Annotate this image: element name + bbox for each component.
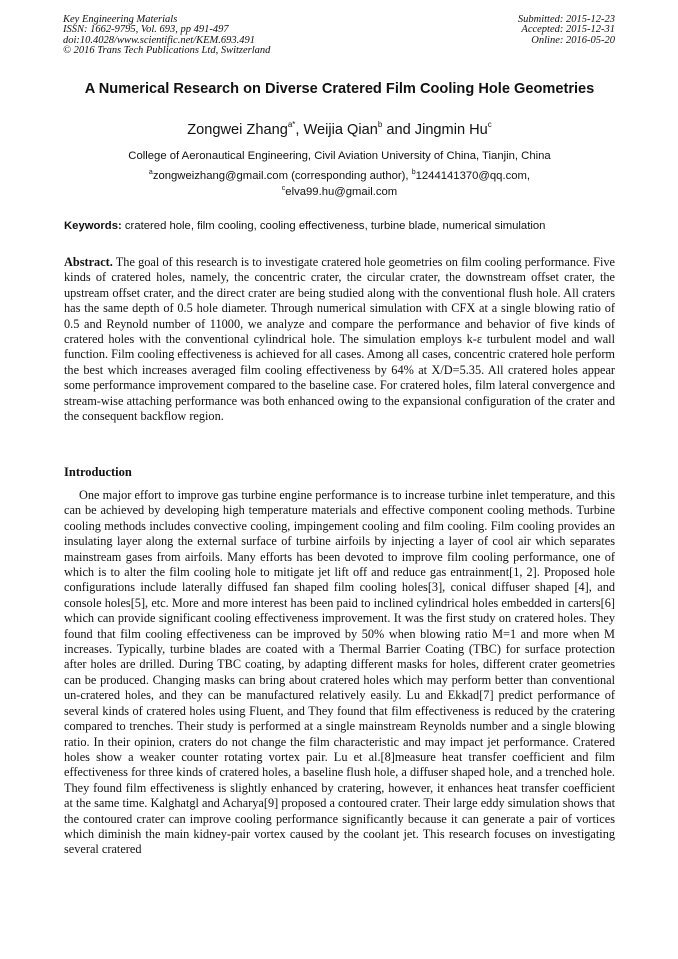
copyright-line: © 2016 Trans Tech Publications Ltd, Switzerland	[63, 45, 271, 57]
keywords-text: cratered hole, film cooling, cooling effectiveness, turbine blade, numerical simulation	[121, 220, 546, 232]
author-affil-mark: a*	[287, 120, 296, 130]
abstract-label: Abstract.	[64, 255, 113, 269]
author-name: Zongwei Zhang	[187, 122, 288, 138]
abstract-text: The goal of this research is to investigate cratered hole geometries on film cooling performance. Five kinds of cratered holes, namely, the concentric crater, the circular crater, the downstream offset crater, the upstream offset crater, and the direct crater are being studied along with the conventional flush hole. All craters has the same depth of 0.5 hole diameter. Through numerical simulation with CFX at a single blowing ratio of 0.5 and Reynold number of 11000, we analyze and compare the performance and behavior of five kinds of cratered holes with the conventional cylindrical hole. The simulation employs k-ε turbulent model and wall function. Film cooling effectiveness is achieved for all cases. Among all cases, concentric cratered hole perform the best which increases averaged film cooling effectiveness by 64% at X/D=5.35. All cratered holes appear some performance improvement compared to the baseline case. For cratered holes, film lateral convergence and stream-wise attaching performance was both enhanced owing to the expansional configuration of the crater and the consequent backflow region.	[64, 255, 615, 424]
keywords	[64, 219, 624, 234]
author-separator: ,	[295, 122, 304, 138]
introduction-paragraph: One major effort to improve gas turbine engine performance is to increase turbine inlet temperature, and this can be achieved by developing high temperature materials and effective component cooling methods. Turbine cooling methods includes convective cooling, impingement cooling and film cooling. Film cooling provides an insulating layer along the external surface of turbine airfoils by injecting a layer of cool air which separates mainstream gases from airfoils. Many efforts has been devoted to improve film cooling performance, one of which is to alter the film cooling hole to mitigate jet lift off and reduce gas entrainment[1, 2]. Proposed hole configurations include laterally diffused fan shaped film cooling holes[3], conical diffuser shaped [4], and console holes[5], etc. More and more interest has been paid to inclined cylindrical holes embedded in carters[6] which can provide significant cooling effectiveness improvement. It was the first study on cratered holes. They found that film cooling effectiveness can be improved by 50% when blowing ratio M=1 and more when M increases. Typically, turbine blades are coated with a Thermal Barrier Coating (TBC) for surface protection after holes are drilled. During TBC coating, by adapting different masks for holes, different crater geometries can be produced. Changing masks can bring about cratered holes which may perform better than conventional un-cratered holes, and they can be manufactured relatively easily. Lu and Ekkad[7] predict performance of several kinds of cratered holes using Fluent, and They found that film effectiveness is reduced by the cratering compared to trenches. Their study is performed at a single mainstream Reynolds number and a single blowing ratio. In their opinion, craters do not change the film characteristic and may impact jet performance. Cratered holes show a weaker counter rotating vortex pair. Lu et al.[8]measure heat transfer coefficient and film effectiveness for three kinds of cratered holes, a baseline flush hole, a diffuser shaped hole, and a trenched hole. They found film effectiveness is slightly enhanced by cratering, however, it enhances heat transfer coefficient at the same time. Kalghatgl and Acharya[9] proposed a contoured crater. Their large eddy simulation shows that the contoured crater can improve cooling performance significantly because it can generate a pair of vortices which diminish the main kidney-pair vortex caused by the coolant jet. This research focuses on investigating several cratered	[64, 488, 615, 857]
email-mark: c	[281, 184, 286, 192]
author-separator: and	[382, 122, 415, 138]
submitted-date: Submitted: 2015-12-23	[517, 14, 615, 25]
email-mark: a	[148, 169, 153, 177]
abstract	[64, 255, 615, 424]
email-line	[64, 169, 615, 185]
doi-line: doi:10.4028/www.scientific.net/KEM.693.491	[63, 34, 255, 46]
keywords-label: Keywords:	[64, 220, 122, 232]
dates-header	[504, 15, 615, 46]
journal-header	[63, 15, 270, 57]
accepted-date: Accepted: 2015-12-31	[521, 24, 615, 36]
affiliation: College of Aeronautical Engineering, Civil Aviation University of China, Tianjin, China	[128, 150, 551, 162]
author-name: Weijia Qian	[303, 122, 378, 138]
issn-line: ISSN: 1662-9795, Vol. 693, pp 491-497	[63, 24, 229, 36]
author-affil-mark: b	[377, 120, 383, 130]
email-text: zongweizhang@gmail.com (corresponding author),	[152, 170, 412, 182]
email-line	[64, 185, 615, 201]
paper-title: A Numerical Research on Diverse Cratered Film Cooling Hole Geometries	[84, 81, 595, 97]
email-block	[64, 169, 615, 200]
email-text: elva99.hu@gmail.com	[285, 185, 398, 198]
author-name: Jingmin Hu	[414, 122, 488, 138]
journal-name: Key Engineering Materials	[63, 14, 178, 25]
email-mark: b	[411, 169, 416, 177]
email-text: 1244141370@qq.com,	[415, 170, 531, 182]
author-list	[64, 121, 615, 139]
section-heading-introduction: Introduction	[64, 465, 132, 479]
author-affil-mark: c	[487, 120, 492, 130]
online-date: Online: 2016-05-20	[531, 34, 615, 46]
